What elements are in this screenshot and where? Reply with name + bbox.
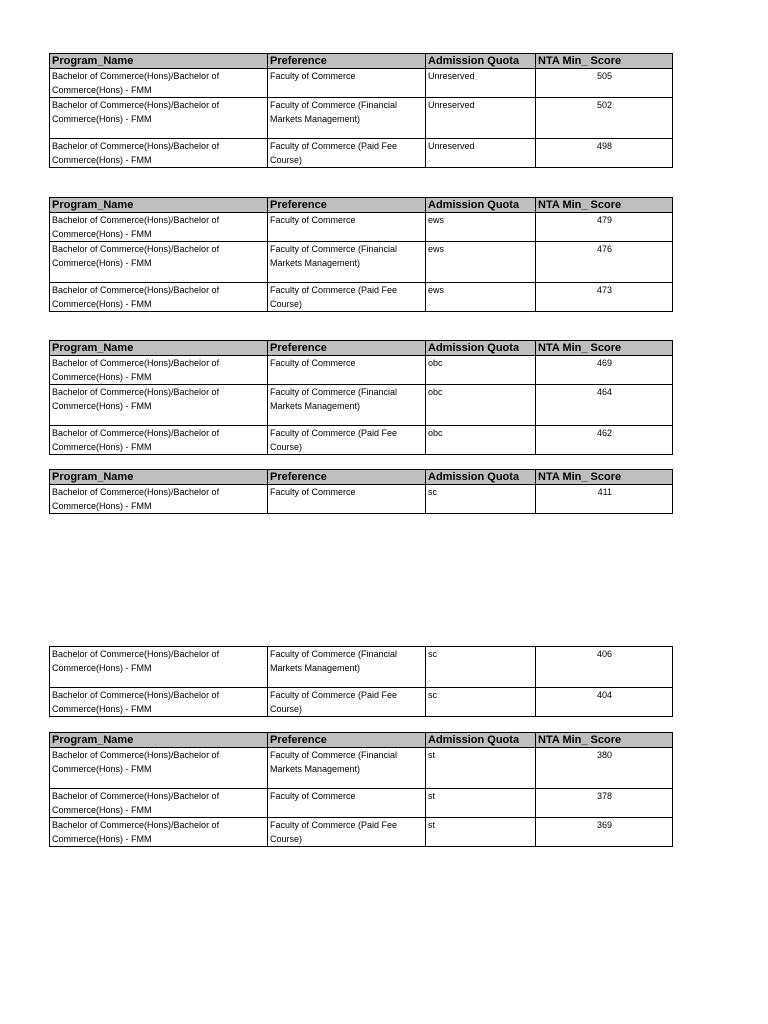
preference-cell: Faculty of Commerce (Financial Markets Management) <box>268 647 426 688</box>
admission-quota-cell: obc <box>426 385 536 426</box>
preference-cell: Faculty of Commerce (Paid Fee Course) <box>268 139 426 168</box>
table-row <box>50 242 673 283</box>
header-program-name: Program_Name <box>50 341 268 356</box>
preference-cell: Faculty of Commerce <box>268 356 426 385</box>
admission-quota-cell: sc <box>426 688 536 717</box>
admission-quota-cell: sc <box>426 485 536 514</box>
program-name-cell: Bachelor of Commerce(Hons)/Bachelor of Commerce(Hons) - FMM <box>50 818 268 847</box>
nta-score-cell: 369 <box>536 818 673 847</box>
preference-cell: Faculty of Commerce (Financial Markets Management) <box>268 98 426 139</box>
table-row <box>50 139 673 168</box>
header-nta-min-score: NTA Min_ Score <box>536 198 673 213</box>
table-row <box>50 647 673 688</box>
table-row <box>50 789 673 818</box>
table-row <box>50 385 673 426</box>
preference-cell: Faculty of Commerce (Paid Fee Course) <box>268 688 426 717</box>
admission-quota-cell: Unreserved <box>426 69 536 98</box>
admission-quota-cell: st <box>426 818 536 847</box>
table-row <box>50 69 673 98</box>
header-nta-min-score: NTA Min_ Score <box>536 54 673 69</box>
header-nta-min-score: NTA Min_ Score <box>536 733 673 748</box>
cutoff-table-obc <box>49 340 673 455</box>
cutoff-table-unreserved <box>49 53 673 168</box>
admission-quota-cell: ews <box>426 242 536 283</box>
admission-quota-cell: ews <box>426 213 536 242</box>
admission-quota-cell: sc <box>426 647 536 688</box>
nta-score-cell: 502 <box>536 98 673 139</box>
cutoff-table-ews <box>49 197 673 312</box>
cutoff-table-sc-continued <box>49 646 673 717</box>
header-preference: Preference <box>268 198 426 213</box>
header-admission-quota: Admission Quota <box>426 470 536 485</box>
cutoff-table-sc <box>49 469 673 514</box>
preference-cell: Faculty of Commerce <box>268 69 426 98</box>
header-admission-quota: Admission Quota <box>426 341 536 356</box>
table-row <box>50 98 673 139</box>
table-row <box>50 356 673 385</box>
program-name-cell: Bachelor of Commerce(Hons)/Bachelor of Commerce(Hons) - FMM <box>50 647 268 688</box>
nta-score-cell: 464 <box>536 385 673 426</box>
header-program-name: Program_Name <box>50 470 268 485</box>
admission-quota-cell: st <box>426 789 536 818</box>
table-row <box>50 818 673 847</box>
header-nta-min-score: NTA Min_ Score <box>536 470 673 485</box>
nta-score-cell: 479 <box>536 213 673 242</box>
program-name-cell: Bachelor of Commerce(Hons)/Bachelor of Commerce(Hons) - FMM <box>50 385 268 426</box>
program-name-cell: Bachelor of Commerce(Hons)/Bachelor of Commerce(Hons) - FMM <box>50 283 268 312</box>
header-program-name: Program_Name <box>50 198 268 213</box>
nta-score-cell: 462 <box>536 426 673 455</box>
header-admission-quota: Admission Quota <box>426 54 536 69</box>
admission-quota-cell: Unreserved <box>426 139 536 168</box>
header-row <box>50 198 673 213</box>
program-name-cell: Bachelor of Commerce(Hons)/Bachelor of Commerce(Hons) - FMM <box>50 98 268 139</box>
preference-cell: Faculty of Commerce <box>268 789 426 818</box>
nta-score-cell: 498 <box>536 139 673 168</box>
preference-cell: Faculty of Commerce (Paid Fee Course) <box>268 426 426 455</box>
preference-cell: Faculty of Commerce (Financial Markets Management) <box>268 242 426 283</box>
program-name-cell: Bachelor of Commerce(Hons)/Bachelor of Commerce(Hons) - FMM <box>50 688 268 717</box>
nta-score-cell: 473 <box>536 283 673 312</box>
admission-quota-cell: ews <box>426 283 536 312</box>
table-row <box>50 485 673 514</box>
program-name-cell: Bachelor of Commerce(Hons)/Bachelor of Commerce(Hons) - FMM <box>50 748 268 789</box>
header-row <box>50 341 673 356</box>
header-nta-min-score: NTA Min_ Score <box>536 341 673 356</box>
nta-score-cell: 505 <box>536 69 673 98</box>
table-row <box>50 688 673 717</box>
admission-quota-cell: obc <box>426 356 536 385</box>
header-row <box>50 733 673 748</box>
nta-score-cell: 406 <box>536 647 673 688</box>
program-name-cell: Bachelor of Commerce(Hons)/Bachelor of Commerce(Hons) - FMM <box>50 213 268 242</box>
admission-quota-cell: st <box>426 748 536 789</box>
header-program-name: Program_Name <box>50 54 268 69</box>
nta-score-cell: 476 <box>536 242 673 283</box>
preference-cell: Faculty of Commerce (Financial Markets Management) <box>268 385 426 426</box>
header-preference: Preference <box>268 470 426 485</box>
nta-score-cell: 380 <box>536 748 673 789</box>
preference-cell: Faculty of Commerce (Paid Fee Course) <box>268 283 426 312</box>
program-name-cell: Bachelor of Commerce(Hons)/Bachelor of Commerce(Hons) - FMM <box>50 485 268 514</box>
program-name-cell: Bachelor of Commerce(Hons)/Bachelor of Commerce(Hons) - FMM <box>50 139 268 168</box>
nta-score-cell: 404 <box>536 688 673 717</box>
nta-score-cell: 411 <box>536 485 673 514</box>
program-name-cell: Bachelor of Commerce(Hons)/Bachelor of Commerce(Hons) - FMM <box>50 242 268 283</box>
program-name-cell: Bachelor of Commerce(Hons)/Bachelor of Commerce(Hons) - FMM <box>50 356 268 385</box>
header-admission-quota: Admission Quota <box>426 198 536 213</box>
nta-score-cell: 469 <box>536 356 673 385</box>
preference-cell: Faculty of Commerce <box>268 485 426 514</box>
header-preference: Preference <box>268 341 426 356</box>
header-preference: Preference <box>268 733 426 748</box>
cutoff-table-st <box>49 732 673 847</box>
header-row <box>50 54 673 69</box>
admission-quota-cell: obc <box>426 426 536 455</box>
preference-cell: Faculty of Commerce (Financial Markets Management) <box>268 748 426 789</box>
program-name-cell: Bachelor of Commerce(Hons)/Bachelor of Commerce(Hons) - FMM <box>50 426 268 455</box>
header-program-name: Program_Name <box>50 733 268 748</box>
preference-cell: Faculty of Commerce <box>268 213 426 242</box>
program-name-cell: Bachelor of Commerce(Hons)/Bachelor of Commerce(Hons) - FMM <box>50 789 268 818</box>
header-admission-quota: Admission Quota <box>426 733 536 748</box>
table-row <box>50 748 673 789</box>
table-row <box>50 426 673 455</box>
header-preference: Preference <box>268 54 426 69</box>
nta-score-cell: 378 <box>536 789 673 818</box>
header-row <box>50 470 673 485</box>
program-name-cell: Bachelor of Commerce(Hons)/Bachelor of Commerce(Hons) - FMM <box>50 69 268 98</box>
admission-quota-cell: Unreserved <box>426 98 536 139</box>
preference-cell: Faculty of Commerce (Paid Fee Course) <box>268 818 426 847</box>
table-row <box>50 283 673 312</box>
table-row <box>50 213 673 242</box>
